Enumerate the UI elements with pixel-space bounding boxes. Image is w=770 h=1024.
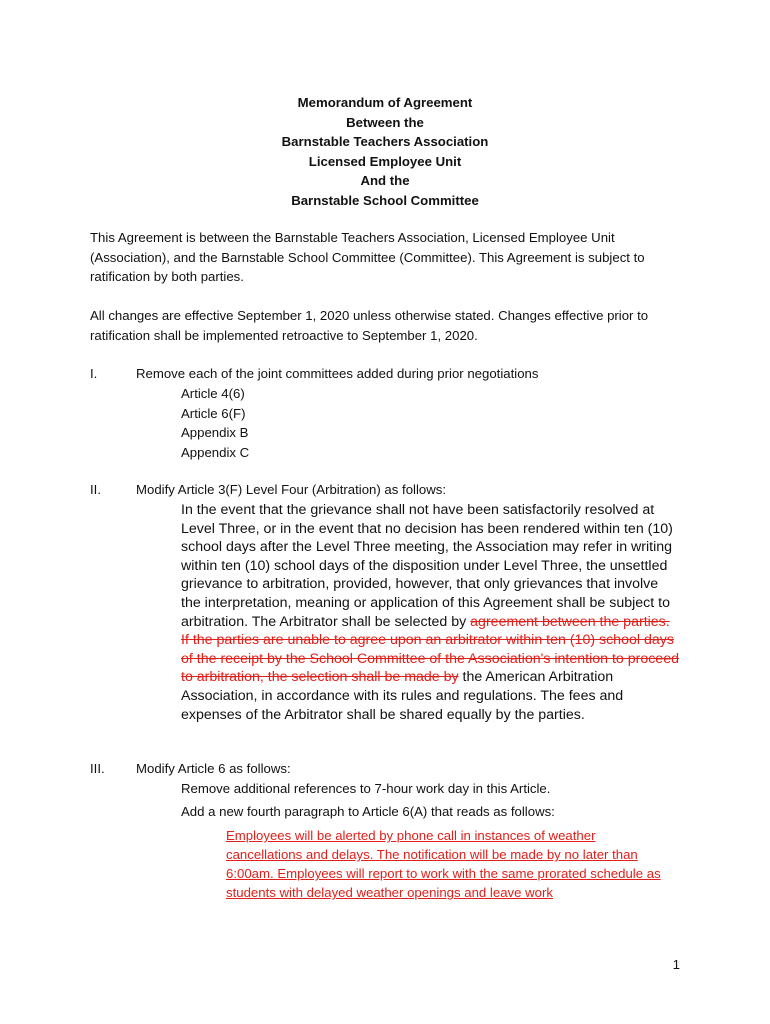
title-line-5: And the [360, 173, 410, 188]
struck-text: agreement between the parties. If the parties are unable to agree upon an arbitrator within ten (10) school days of the receipt by the School Committee of the Association's intention to proceed to arbitration, the selection shall be made by [181, 613, 679, 686]
section-3-line-2: Add a new fourth paragraph to Article 6(A) that reads as follows: [181, 804, 555, 819]
section-2-number: II. [90, 482, 101, 497]
section-1-item: Article 6(F) [181, 405, 246, 421]
title-line-6: Barnstable School Committee [291, 192, 479, 208]
section-3-heading: Modify Article 6 as follows: [136, 761, 291, 776]
document-title [0, 93, 770, 210]
title-line-3: Barnstable Teachers Association [281, 134, 489, 149]
page-number: 1 [672, 957, 680, 972]
section-1-item: Appendix C [181, 444, 250, 460]
title-line-2: Between the [346, 114, 424, 130]
title-line-1: Memorandum of Agreement [297, 95, 473, 110]
section-1-number: I. [90, 366, 98, 381]
section-3-number: III. [90, 761, 105, 776]
section-2-heading: Modify Article 3(F) Level Four (Arbitration) as follows: [136, 482, 447, 497]
intro-paragraph-1: This Agreement is between the Barnstable Teachers Association, Licensed Employee Unit (Association), and the Barnstable School Committee (Committee). This Agreement is subject to ratification by both parties. [90, 230, 645, 284]
section-1-item: Appendix B [181, 425, 249, 440]
arbitration-clause [181, 501, 681, 724]
clause-text-before: In the event that the grievance shall not have been satisfactorily resolved at Level Three, or in the event that no decision has been rendered within ten (10) school days after the Level Three meeting, the Association may refer in writing within ten (10) school days of the disposition under Level Three, the unsettled grievance to arbitration, provided, however, that only grievances that involve the interpretation, meaning or application of this Agreement shall be subject to arbitration. The Arbitrator shall be selected by [181, 502, 673, 630]
section-1-heading: Remove each of the joint committees added during prior negotiations [136, 366, 539, 381]
section-1-item: Article 4(6) [181, 386, 245, 401]
title-line-4: Licensed Employee Unit [308, 153, 462, 169]
intro-paragraph-2: All changes are effective September 1, 2020 unless otherwise stated. Changes effective prior to ratification shall be implemented retroactive to September 1, 2020. [90, 308, 649, 343]
added-paragraph: Employees will be alerted by phone call in instances of weather cancellations and delays. The notification will be made by no later than 6:00am. Employees will report to work with the same prorated schedule as students with delayed weather openings and leave work [226, 828, 661, 900]
section-3-line-1: Remove additional references to 7-hour work day in this Article. [181, 781, 551, 796]
clause-text-after: the American Arbitration Association, in accordance with its rules and regulations. The fees and expenses of the Arbitrator shall be shared equally by the parties. [181, 669, 624, 723]
section-1-items [181, 384, 249, 462]
